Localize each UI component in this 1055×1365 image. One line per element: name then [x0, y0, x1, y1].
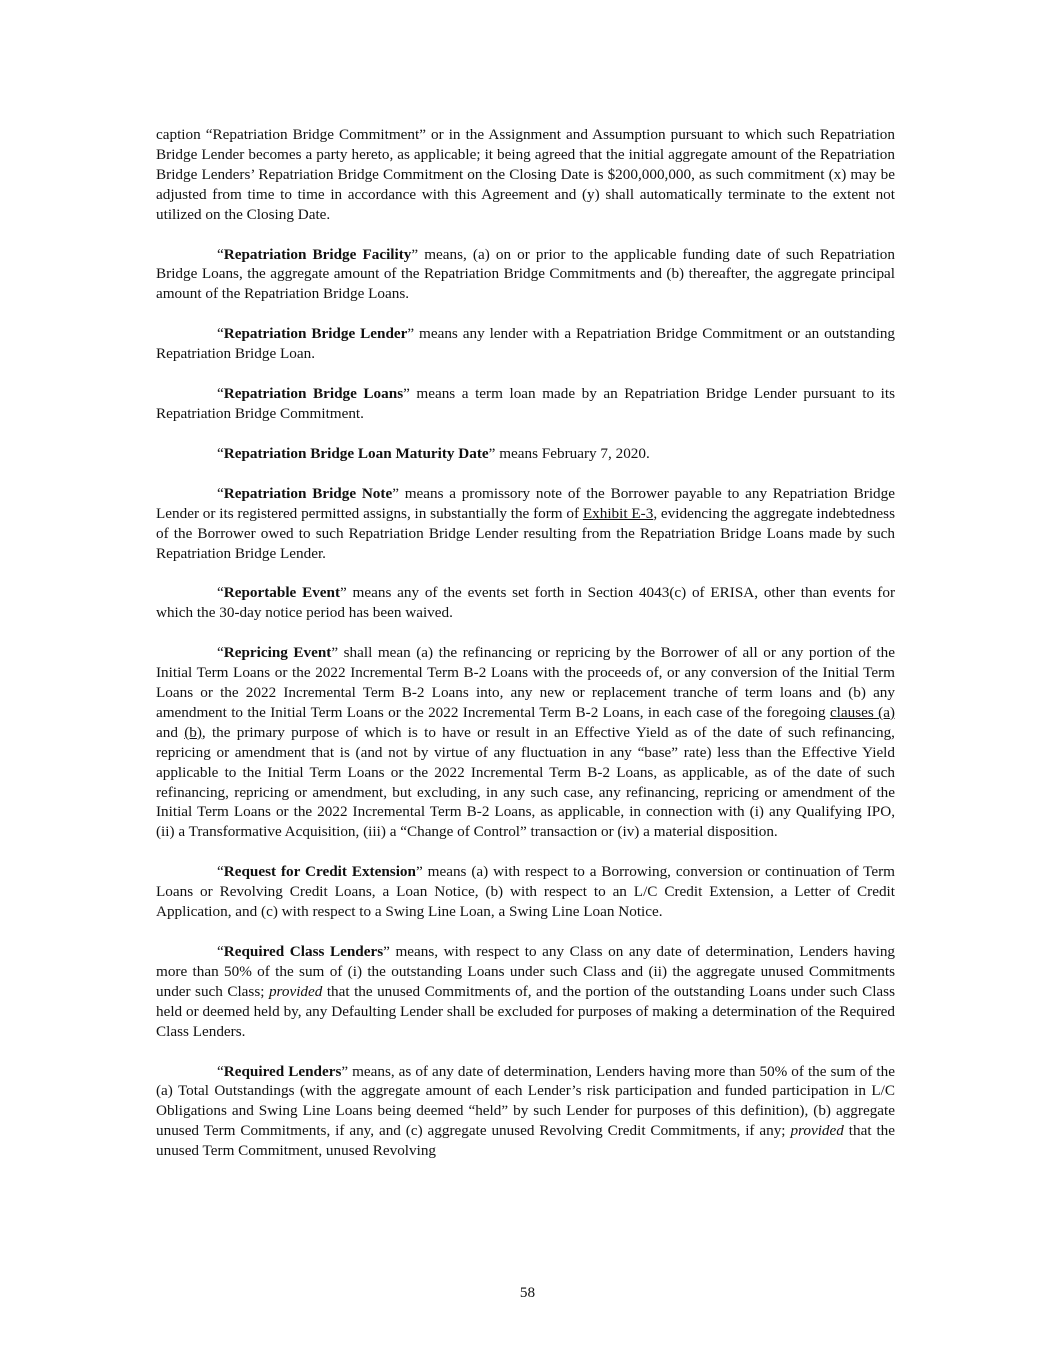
defined-term: Repatriation Bridge Lender — [223, 325, 408, 343]
continuation-paragraph: caption “Repatriation Bridge Commitment” or in the Assignment and Assumption pursuant to which such Repatriation Bridge Lender becomes a party hereto, as applicable; it being agreed that the initial aggregate amount of the Repatriation Bridge Lenders’ Repatriation Bridge Commitment on the Closing Date is $200,000,000, as such commitment (x) may be adjusted from time to time in accordance with this Agreement and (y) shall automatically terminate to the extent not utilized on the Closing Date. — [156, 126, 895, 223]
definition-repatriation-bridge-facility: “Repatriation Bridge Facility” means, (a) on or prior to the applicable funding date of such Repatriation Bridge Loans, the aggregate amount of the Repatriation Bridge Commitments and (b) thereafter, the aggregate principal amount of the Repatriation Bridge Loans. — [156, 245, 895, 303]
page-number: 58 — [519, 1284, 536, 1301]
definition-text: ” means, with respect to any Class on any date of determination, Lenders having more than 50% of the sum of (i) the outstanding Loans under such Class and (ii) the aggregate unused Commitments under such Class; — [156, 943, 896, 1000]
definition-text: that the unused Term Commitment, unused Revolving — [156, 1122, 896, 1160]
definition-required-class-lenders: “Required Class Lenders” means, with respect to any Class on any date of determination, Lenders having more than 50% of the sum of (i) the outstanding Loans under such Class and (ii) the aggregate unused Commitments under such Class; provided that the unused Commitments of, and the portion of the outstanding Loans under such Class held or deemed held by, any Defaulting Lender shall be excluded for purposes of making a determination of the Required Class Lenders. — [156, 943, 896, 1040]
exhibit-reference: Exhibit E-3 — [582, 504, 654, 522]
definition-repatriation-bridge-loan-maturity-date: “Repatriation Bridge Loan Maturity Date” means February 7, 2020. — [217, 444, 650, 462]
defined-term: Reportable Event — [223, 584, 341, 602]
definition-reportable-event: “Reportable Event” means any of the events set forth in Section 4043(c) of ERISA, other than events for which the 30-day notice period has been waived. — [156, 584, 895, 622]
definition-text: that the unused Commitments of, and the portion of the outstanding Loans under such Class held or deemed held by, any Defaulting Lender shall be excluded for purposes of making a determination of the Required Class Lenders. — [156, 982, 895, 1040]
defined-term: Required Class Lenders — [223, 943, 384, 960]
definition-request-for-credit-extension: “Request for Credit Extension” means (a) with respect to a Borrowing, conversion or continuation of Term Loans or Revolving Credit Loans, a Loan Notice, (b) with respect to an L/C Credit Extension, a Letter of Credit Application, and (c) with respect to a Swing Line Loan, a Swing Line Loan Notice. — [156, 863, 895, 921]
clause-reference: (b) — [184, 723, 202, 741]
definition-repatriation-bridge-loans: “Repatriation Bridge Loans” means a term loan made by an Repatriation Bridge Lender pursuant to its Repatriation Bridge Commitment. — [156, 385, 895, 422]
defined-term: Repatriation Bridge Note — [223, 484, 393, 502]
definition-text: ” means a promissory note of the Borrower payable to any Repatriation Bridge Lender or its registered permitted assigns, in substantially the form of — [156, 484, 895, 522]
definition-text: ” means, as of any date of determination, Lenders having more than 50% of the sum of the (a) Total Outstandings (with the aggregate amount of each Lender’s risk participation and funded participation in L/C Obligations and Swing Line Loans being deemed “held” by such Lender for purposes of this definition), (b) aggregate unused Term Commitments, if any, and (c) aggregate unused Revolving Credit Commitments, if any; — [156, 1062, 895, 1140]
definition-text: ” shall mean (a) the refinancing or repricing by the Borrower of all or any portion of the Initial Term Loans or the 2022 Incremental Term B-2 Loans with the proceeds of, or any conversion of the Initial Term Loans or the 2022 Incremental Term B-2 Loans into, any new or replacement tranche of term loans and (b) any amendment to the Initial Term Loans or the 2022 Incremental Term B-2 Loans, in each case of the foregoing — [156, 644, 895, 721]
definition-text: ” means a term loan made by an Repatriation Bridge Lender pursuant to its Repatriation Bridge Commitment. — [156, 385, 895, 422]
defined-term: Repricing Event — [223, 644, 332, 662]
defined-term: Repatriation Bridge Facility — [223, 245, 412, 263]
emphasis: provided — [268, 982, 323, 1000]
definition-repatriation-bridge-lender: “Repatriation Bridge Lender” means any lender with a Repatriation Bridge Commitment or an outstanding Repatriation Bridge Loan. — [156, 325, 896, 363]
clause-reference: clauses (a) — [829, 703, 895, 721]
definition-text: , the primary purpose of which is to have or result in an Effective Yield as of the date of such refinancing, repricing or amendment that is (and not by virtue of any fluctuation in any “base” rate) less than the Effective Yield applicable to the Initial Term Loans or the 2022 Incremental Term B-2 Loans, as applicable, as of the date of such refinancing, repricing or amendment, but excluding, in any such case, any refinancing, repricing or amendment of the Initial Term Loans or the 2022 Incremental Term B-2 Loans, as applicable, in connection with (i) any Qualifying IPO, (ii) a Transformative Acquisition, (iii) a “Change of Control” transaction or (iv) a material disposition. — [156, 723, 895, 841]
definition-text: ” means February 7, 2020. — [488, 444, 650, 462]
definition-text: ” means (a) with respect to a Borrowing, conversion or continuation of Term Loans or Revolving Credit Loans, a Loan Notice, (b) with respect to an L/C Credit Extension, a Letter of Credit Application, and (c) with respect to a Swing Line Loan, a Swing Line Loan Notice. — [156, 863, 895, 921]
document-body — [156, 125, 895, 1181]
definition-text: ” means any of the events set forth in Section 4043(c) of ERISA, other than events for which the 30-day notice period has been waived. — [156, 584, 895, 622]
emphasis: provided — [790, 1122, 844, 1140]
definition-repatriation-bridge-note: “Repatriation Bridge Note” means a promissory note of the Borrower payable to any Repatriation Bridge Lender or its registered permitted assigns, in substantially the form of Exhibit E-3, evidencing the aggregate indebtedness of the Borrower owed to such Repatriation Bridge Lender resulting from the Repatriation Bridge Loans made by such Repatriation Bridge Lender. — [156, 484, 895, 562]
definition-repricing-event: “Repricing Event” shall mean (a) the refinancing or repricing by the Borrower of all or any portion of the Initial Term Loans or the 2022 Incremental Term B-2 Loans with the proceeds of, or any conversion of the Initial Term Loans or the 2022 Incremental Term B-2 Loans into, any new or replacement tranche of term loans and (b) any amendment to the Initial Term Loans or the 2022 Incremental Term B-2 Loans, in each case of the foregoing clauses (a) and (b), the primary purpose of which is to have or result in an Effective Yield as of the date of such refinancing, repricing or amendment that is (and not by virtue of any fluctuation in any “base” rate) less than the Effective Yield applicable to the Initial Term Loans or the 2022 Incremental Term B-2 Loans, as applicable, as of the date of such refinancing, repricing or amendment, but excluding, in any such case, any refinancing, repricing or amendment of the Initial Term Loans or the 2022 Incremental Term B-2 Loans, as applicable, in connection with (i) any Qualifying IPO, (ii) a Transformative Acquisition, (iii) a “Change of Control” transaction or (iv) a material disposition. — [156, 644, 895, 841]
definition-text: and — [156, 723, 185, 741]
definition-text: ” means any lender with a Repatriation Bridge Commitment or an outstanding Repatriation Bridge Loan. — [156, 325, 896, 363]
defined-term: Required Lenders — [223, 1062, 342, 1080]
definition-text: ” means, (a) on or prior to the applicable funding date of such Repatriation Bridge Loans, the aggregate amount of the Repatriation Bridge Commitments and (b) thereafter, the aggregate principal amount of the Repatriation Bridge Loans. — [156, 245, 895, 303]
defined-term: Repatriation Bridge Loan Maturity Date — [223, 444, 489, 462]
defined-term: Repatriation Bridge Loans — [223, 385, 404, 403]
defined-term: Request for Credit Extension — [223, 863, 416, 881]
definition-required-lenders: “Required Lenders” means, as of any date of determination, Lenders having more than 50% of the sum of the (a) Total Outstandings (with the aggregate amount of each Lender’s risk participation and funded participation in L/C Obligations and Swing Line Loans being deemed “held” by such Lender for purposes of this definition), (b) aggregate unused Term Commitments, if any, and (c) aggregate unused Revolving Credit Commitments, if any; provided that the unused Term Commitment, unused Revolving — [156, 1062, 896, 1160]
definition-text: , evidencing the aggregate indebtedness of the Borrower owed to such Repatriation Bridge Lender resulting from the Repatriation Bridge Loans made by such Repatriation Bridge Lender. — [156, 504, 895, 562]
